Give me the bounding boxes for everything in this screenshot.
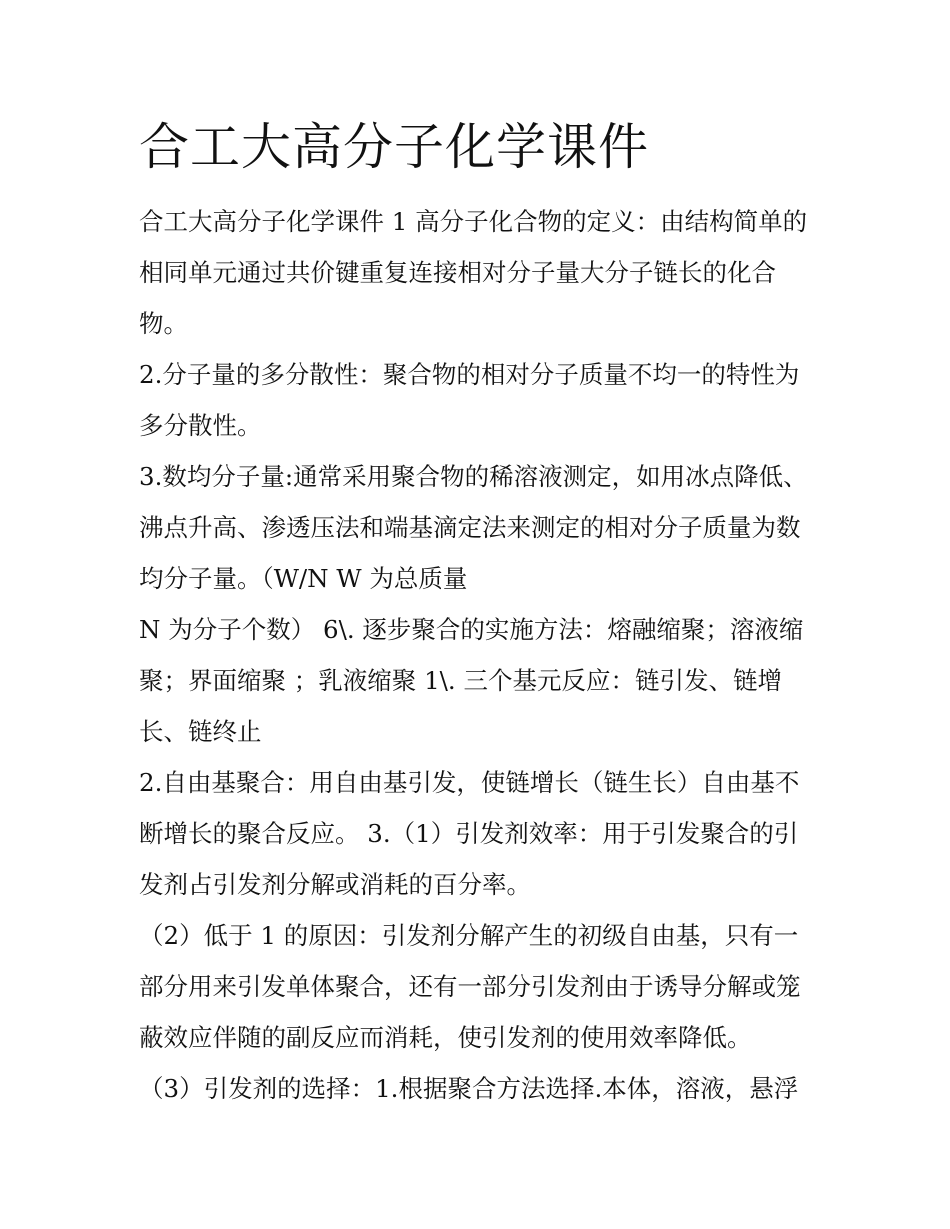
text-line: 发剂占引发剂分解或消耗的百分率。 xyxy=(139,870,531,899)
text-line: 蔽效应伴随的副反应而消耗，使引发剂的使用效率降低。 xyxy=(139,1023,752,1052)
text-line: 沸点升高、渗透压法和端基滴定法来测定的相对分子质量为数 xyxy=(139,513,801,542)
text-line: 合工大高分子化学课件 1 高分子化合物的定义：由结构简单的 xyxy=(139,207,808,236)
text-line: 部分用来引发单体聚合，还有一部分引发剂由于诱导分解或笼 xyxy=(139,972,801,1001)
text-line: 物。 xyxy=(139,309,188,338)
text-line: 长、链终止 xyxy=(139,717,262,746)
document-title: 合工大高分子化学课件 xyxy=(139,118,649,176)
text-line: 2.自由基聚合：用自由基引发，使链增长（链生长）自由基不 xyxy=(139,768,800,797)
text-line: 3.数均分子量:通常采用聚合物的稀溶液测定，如用冰点降低、 xyxy=(139,462,808,491)
text-line: 聚；界面缩聚 ；乳液缩聚 1\. 三个基元反应：链引发、链增 xyxy=(139,666,782,695)
text-line: 2.分子量的多分散性：聚合物的相对分子质量不均一的特性为 xyxy=(139,360,800,389)
text-line: 相同单元通过共价键重复连接相对分子量大分子链长的化合 xyxy=(139,258,776,287)
text-line: 均分子量。（W/N W 为总质量 xyxy=(139,564,468,593)
text-line: 多分散性。 xyxy=(139,411,262,440)
text-line: N 为分子个数） 6\. 逐步聚合的实施方法：熔融缩聚；溶液缩 xyxy=(139,615,804,644)
text-line: （3）引发剂的选择：1.根据聚合方法选择.本体，溶液，悬浮 xyxy=(139,1074,799,1103)
text-line: （2）低于 1 的原因：引发剂分解产生的初级自由基，只有一 xyxy=(139,921,799,950)
text-line: 断增长的聚合反应。 3.（1）引发剂效率：用于引发聚合的引 xyxy=(139,819,799,848)
